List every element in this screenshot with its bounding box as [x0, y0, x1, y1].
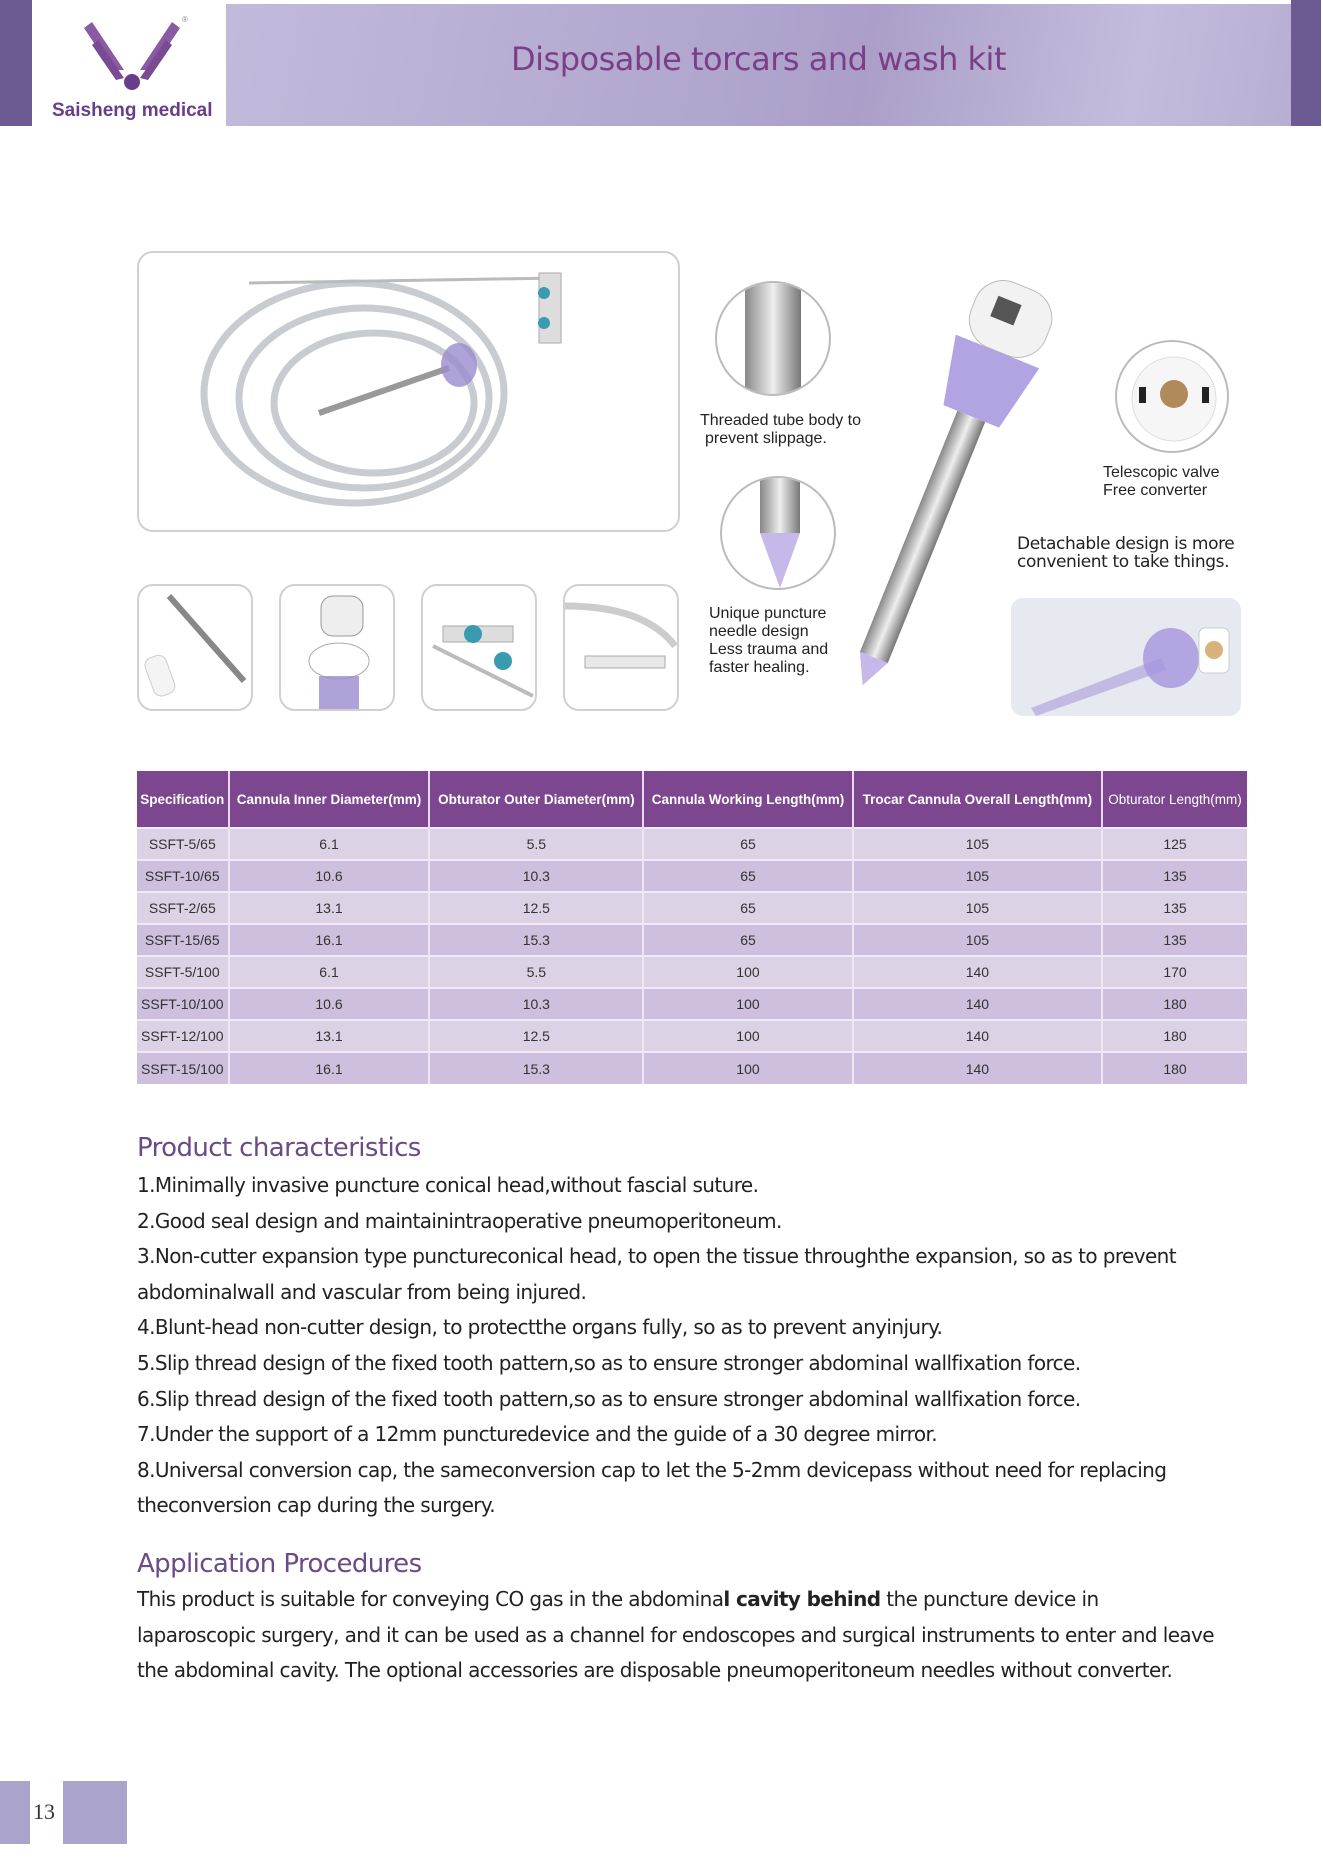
table-cell: 135: [1102, 860, 1247, 892]
brand-name: Saisheng medical: [52, 100, 213, 121]
table-cell: 10.3: [429, 988, 643, 1020]
column-header: Obturator Outer Diameter(mm): [429, 771, 643, 828]
table-cell: 100: [643, 988, 852, 1020]
thumbnail-valve-head: [279, 584, 395, 711]
text-run-bold: l cavity behind: [723, 1587, 881, 1611]
specification-table: [137, 771, 1247, 1084]
page-title: Disposable torcars and wash kit: [511, 40, 1006, 78]
thumbnail-stopcock: [421, 584, 537, 711]
caption-valve: [1103, 464, 1220, 500]
column-header: Cannula Working Length(mm): [643, 771, 852, 828]
table-cell: 125: [1102, 828, 1247, 860]
caption-threaded: [700, 412, 861, 448]
characteristic-item: 3.Non-cutter expansion type punctureconical head, to open the tissue throughthe expansion, so as to prevent abdominalwall and vascular from being injured.: [137, 1244, 1177, 1304]
table-cell: 140: [853, 1020, 1102, 1052]
caption-line: Threaded tube body to: [700, 412, 862, 429]
text-run: the puncture device in laparoscopic surgery, and it can be used as a channel for endoscopes and surgical instruments to enter and leave the abdominal cavity. The optional accessories are disposable pneumoperitoneum needles without converter.: [137, 1587, 1214, 1683]
footer-strip: [0, 1781, 30, 1844]
table-cell: 65: [643, 892, 852, 924]
characteristic-item: 4.Blunt-head non-cutter design, to protectthe organs fully, so as to prevent anyinjury.: [137, 1315, 943, 1340]
table-cell: 100: [643, 956, 852, 988]
table-cell: 5.5: [429, 828, 643, 860]
table-cell: 13.1: [229, 1020, 430, 1052]
table-cell: 105: [853, 860, 1102, 892]
table-header-row: [137, 771, 1247, 828]
table-row: [137, 956, 1247, 988]
detachable-design-photo: [1011, 598, 1241, 716]
table-cell: SSFT-15/65: [137, 924, 229, 956]
needle-tip-closeup: [720, 476, 836, 590]
caption-detachable: [1017, 535, 1234, 571]
page-number: 13: [33, 1799, 55, 1824]
characteristics-heading: Product characteristics: [137, 1133, 421, 1163]
table-cell: SSFT-15/100: [137, 1052, 229, 1084]
thumbnail-cannula: [137, 584, 253, 711]
caption-line: Telescopic valve: [1103, 464, 1220, 481]
table-cell: SSFT-10/100: [137, 988, 229, 1020]
table-cell: 5.5: [429, 956, 643, 988]
table-cell: 16.1: [229, 924, 430, 956]
table-cell: 100: [643, 1020, 852, 1052]
wings-logo-icon: [32, 0, 226, 100]
table-cell: 140: [853, 1052, 1102, 1084]
caption-line: Less trauma and: [709, 641, 829, 658]
table-cell: 180: [1102, 1052, 1247, 1084]
table-cell: SSFT-12/100: [137, 1020, 229, 1052]
column-header: Specification: [137, 771, 229, 828]
table-cell: 10.6: [229, 988, 430, 1020]
table-row: [137, 924, 1247, 956]
characteristics-list: [137, 1168, 1217, 1524]
caption-line: Free converter: [1103, 482, 1208, 499]
table-cell: 15.3: [429, 1052, 643, 1084]
column-header: Trocar Cannula Overall Length(mm): [853, 771, 1102, 828]
header-right-strip: [1291, 0, 1321, 126]
caption-line: Detachable design is more: [1017, 534, 1235, 554]
footer-block: [63, 1781, 127, 1844]
table-row: [137, 1052, 1247, 1084]
table-cell: 135: [1102, 924, 1247, 956]
table-row: [137, 860, 1247, 892]
threaded-tube-closeup: [715, 281, 831, 396]
table-cell: 65: [643, 860, 852, 892]
application-text: [137, 1582, 1217, 1689]
table-row: [137, 988, 1247, 1020]
brand-logo: [32, 0, 226, 126]
telescopic-valve-closeup: [1115, 340, 1229, 453]
caption-line: needle design: [709, 623, 809, 640]
text-run: This product is suitable for conveying CO gas in the abdomina: [137, 1587, 724, 1611]
table-cell: 105: [853, 828, 1102, 860]
column-header: Cannula Inner Diameter(mm): [229, 771, 430, 828]
table-row: [137, 892, 1247, 924]
table-cell: 140: [853, 956, 1102, 988]
caption-line: Unique puncture: [709, 605, 827, 622]
svg-text:®: ®: [182, 15, 188, 24]
caption-line: prevent slippage.: [705, 430, 827, 447]
table-row: [137, 1020, 1247, 1052]
characteristic-item: 7.Under the support of a 12mm puncturedevice and the guide of a 30 degree mirror.: [137, 1422, 938, 1447]
thumbnail-connector: [563, 584, 679, 711]
page-header: [0, 0, 1323, 126]
table-cell: SSFT-5/100: [137, 956, 229, 988]
table-cell: 105: [853, 924, 1102, 956]
table-cell: SSFT-5/65: [137, 828, 229, 860]
table-cell: 10.3: [429, 860, 643, 892]
table-cell: 6.1: [229, 956, 430, 988]
caption-line: faster healing.: [709, 659, 810, 676]
column-header: Obturator Length(mm): [1102, 771, 1247, 828]
table-cell: 180: [1102, 1020, 1247, 1052]
table-cell: 13.1: [229, 892, 430, 924]
caption-line: convenient to take things.: [1017, 552, 1230, 572]
table-cell: 100: [643, 1052, 852, 1084]
table-cell: 65: [643, 924, 852, 956]
table-cell: 10.6: [229, 860, 430, 892]
application-heading: Application Procedures: [137, 1549, 422, 1579]
table-cell: 135: [1102, 892, 1247, 924]
table-cell: 6.1: [229, 828, 430, 860]
table-cell: 15.3: [429, 924, 643, 956]
characteristic-item: 2.Good seal design and maintainintraoperative pneumoperitoneum.: [137, 1208, 782, 1233]
characteristic-item: 8.Universal conversion cap, the sameconversion cap to let the 5-2mm devicepass without need for replacing theconversion cap during the surgery.: [137, 1457, 1167, 1518]
characteristic-item: 5.Slip thread design of the fixed tooth pattern,so as to ensure stronger abdominal wallfixation force.: [137, 1350, 1081, 1375]
characteristic-item: 1.Minimally invasive puncture conical head,without fascial suture.: [137, 1173, 759, 1197]
table-cell: 16.1: [229, 1052, 430, 1084]
table-cell: 65: [643, 828, 852, 860]
characteristic-item: 6.Slip thread design of the fixed tooth pattern,so as to ensure stronger abdominal wallfixation force.: [137, 1386, 1081, 1411]
table-cell: 140: [853, 988, 1102, 1020]
table-cell: SSFT-10/65: [137, 860, 229, 892]
table-row: [137, 828, 1247, 860]
table-cell: 180: [1102, 988, 1247, 1020]
table-cell: 12.5: [429, 1020, 643, 1052]
caption-puncture: [709, 605, 828, 677]
coiled-tubing-illustration: [139, 253, 680, 532]
table-cell: 105: [853, 892, 1102, 924]
table-cell: 12.5: [429, 892, 643, 924]
table-cell: 170: [1102, 956, 1247, 988]
header-left-strip: [0, 0, 32, 126]
table-cell: SSFT-2/65: [137, 892, 229, 924]
wash-kit-image: [137, 251, 680, 532]
